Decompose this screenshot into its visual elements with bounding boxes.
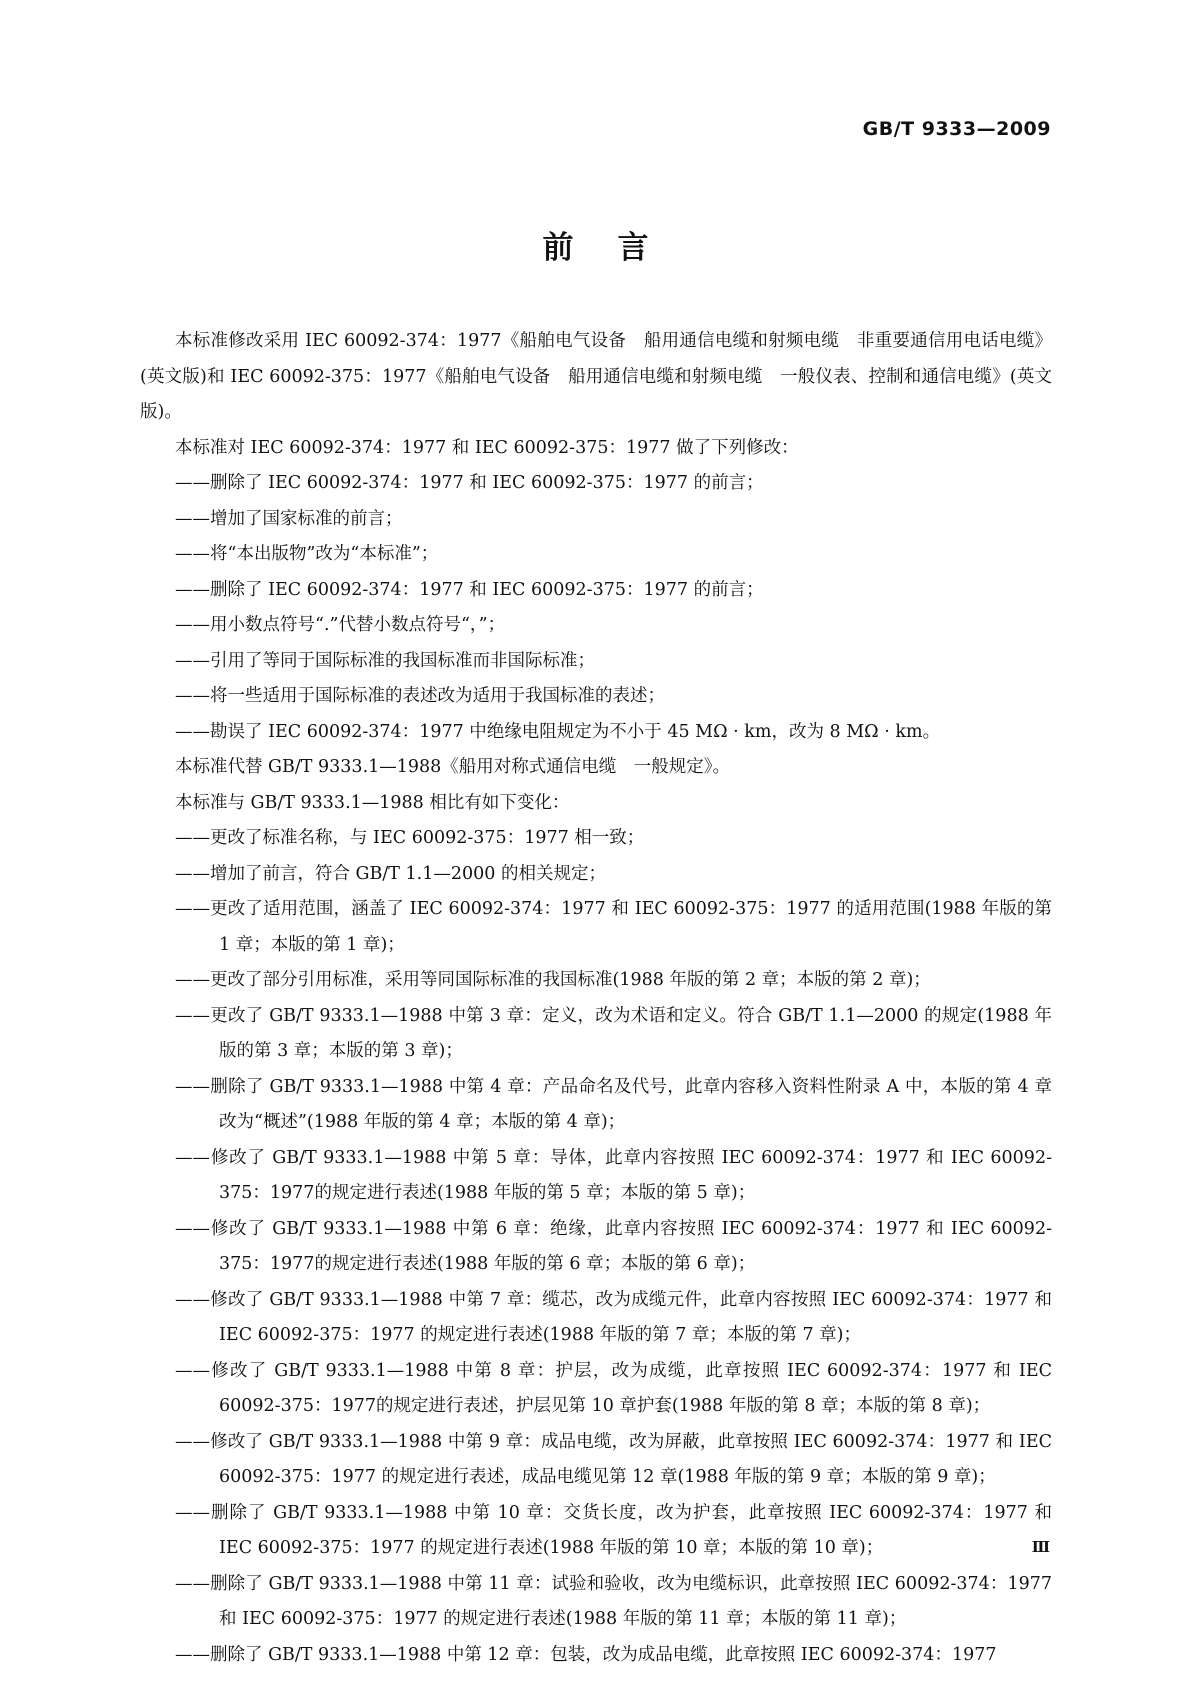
standard-number: GB/T 9333—2009 <box>862 118 1051 140</box>
list-item: ——增加了国家标准的前言； <box>175 508 403 529</box>
list-item: ——勘误了 IEC 60092-374：1977 中绝缘电阻规定为不小于 45 MΩ · km，改为 8 MΩ · km。 <box>175 721 941 742</box>
list-item: ——删除了 GB/T 9333.1—1988 中第 10 章：交货长度，改为护套，此章按照 IEC 60092-374：1977 和 IEC 60092-375：1977 的规定进行表述(1988 年版的第 10 章；本版的第 10 章)； <box>175 1502 1052 1558</box>
list-item: ——删除了 GB/T 9333.1—1988 中第 11 章：试验和验收，改为电缆标识，此章按照 IEC 60092-374：1977 和 IEC 60092-375：1977 的规定进行表述(1988 年版的第 11 章；本版的第 11 章)； <box>175 1573 1052 1629</box>
list-item: ——修改了 GB/T 9333.1—1988 中第 7 章：缆芯，改为成缆元件，此章内容按照 IEC 60092-374：1977 和 IEC 60092-375：1977 的规定进行表述(1988 年版的第 7 章；本版的第 7 章)； <box>175 1289 1052 1345</box>
list-item: ——修改了 GB/T 9333.1—1988 中第 5 章：导体，此章内容按照 IEC 60092-374：1977 和 IEC 60092-375：1977的规定进行表述(1988 年版的第 5 章；本版的第 5 章)； <box>175 1147 1052 1203</box>
list-item: ——删除了 GB/T 9333.1—1988 中第 4 章：产品命名及代号，此章内容移入资料性附录 A 中，本版的第 4 章改为“概述”(1988 年版的第 4 章；本版的第 4 章)； <box>175 1076 1052 1132</box>
list-item: ——更改了部分引用标准，采用等同国际标准的我国标准(1988 年版的第 2 章；本版的第 2 章)； <box>175 970 931 990</box>
page-number: Ⅲ <box>1031 1538 1050 1556</box>
list-item: ——删除了 GB/T 9333.1—1988 中第 12 章：包装，改为成品电缆，此章按照 IEC 60092-374：1977 <box>175 1644 997 1665</box>
list-item: ——修改了 GB/T 9333.1—1988 中第 8 章：护层，改为成缆，此章按照 IEC 60092-374：1977 和 IEC 60092-375：1977的规定进行表述，护层见第 10 章护套(1988 年版的第 8 章；本版的第 8 章)； <box>175 1360 1052 1416</box>
list-item: ——更改了 GB/T 9333.1—1988 中第 3 章：定义，改为术语和定义。符合 GB/T 1.1—2000 的规定(1988 年版的第 3 章；本版的第 3 章)； <box>175 1005 1052 1061</box>
list-item: ——删除了 IEC 60092-374：1977 和 IEC 60092-375：1977 的前言； <box>175 473 764 493</box>
list-item: ——增加了前言，符合 GB/T 1.1—2000 的相关规定； <box>175 863 606 884</box>
list-item: ——修改了 GB/T 9333.1—1988 中第 9 章：成品电缆，改为屏蔽，此章按照 IEC 60092-374：1977 和 IEC 60092-375：1977 的规定进行表述，成品电缆见第 12 章(1988 年版的第 9 章；本版的第 9 章)； <box>175 1431 1052 1487</box>
document-body <box>140 324 1052 1673</box>
modification-intro: 本标准对 IEC 60092-374：1977 和 IEC 60092-375：1977 做了下列修改： <box>175 437 799 458</box>
list-item: ——将一些适用于国际标准的表述改为适用于我国标准的表述； <box>175 686 665 706</box>
change-list <box>140 821 1052 1673</box>
replacement-statement: 本标准代替 GB/T 9333.1—1988《船用对称式通信电缆 一般规定》。 <box>175 757 731 777</box>
modification-list <box>140 466 1052 750</box>
adoption-paragraph: 本标准修改采用 IEC 60092-374：1977《船舶电气设备 船用通信电缆和射频电缆 非重要通信用电话电缆》(英文版)和 IEC 60092-375：1977《船舶电气设备 船用通信电缆和射频电缆 一般仪表、控制和通信电缆》(英文版)。 <box>140 331 1052 422</box>
comparison-intro: 本标准与 GB/T 9333.1—1988 相比有如下变化： <box>175 792 570 813</box>
list-item: ——将“本出版物”改为“本标准”； <box>175 544 439 564</box>
list-item: ——更改了适用范围，涵盖了 IEC 60092-374：1977 和 IEC 60092-375：1977 的适用范围(1988 年版的第 1 章；本版的第 1 章)； <box>175 899 1052 955</box>
list-item: ——修改了 GB/T 9333.1—1988 中第 6 章：绝缘，此章内容按照 IEC 60092-374：1977 和 IEC 60092-375：1977的规定进行表述(1988 年版的第 6 章；本版的第 6 章)； <box>175 1218 1052 1274</box>
page-title: 前言 <box>542 230 693 266</box>
list-item: ——更改了标准名称，与 IEC 60092-375：1977 相一致； <box>175 828 645 848</box>
list-item: ——引用了等同于国际标准的我国标准而非国际标准； <box>175 650 595 671</box>
list-item: ——用小数点符号“.”代替小数点符号“，”； <box>175 615 506 635</box>
list-item: ——删除了 IEC 60092-374：1977 和 IEC 60092-375：1977 的前言； <box>175 579 764 600</box>
